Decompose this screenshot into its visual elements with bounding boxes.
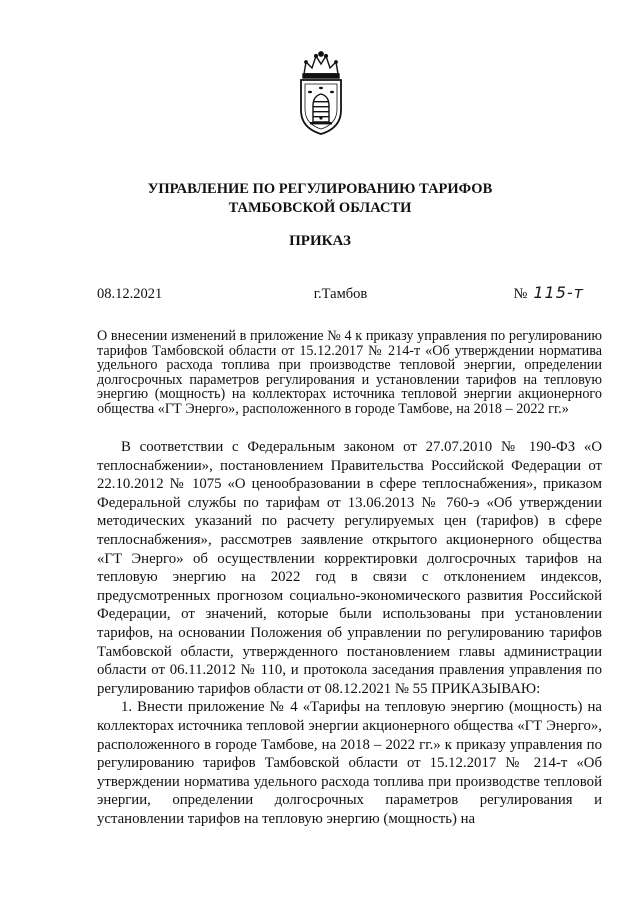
- document-city: г.Тамбов: [313, 286, 368, 302]
- document-number-label: №: [513, 286, 528, 302]
- document-number-handwritten: 115-т: [533, 283, 584, 302]
- organization-name-line2: ТАМБОВСКОЙ ОБЛАСТИ: [228, 200, 412, 216]
- document-date: 08.12.2021: [97, 286, 163, 302]
- document-subject: О внесении изменений в приложение № 4 к приказу управления по регулированию тарифов Тамбовской области от 15.12.2017 № 214-т «Об утверждении норматива удельного расхода топлива при производстве тепловой энергии, определении долгосрочных параметров регулирования и установлении тарифов на тепловую энергию (мощность) на коллекторах источника тепловой энергии акционерного общества «ГТ Энерго», расположенного в городе Тамбове, на 2018 – 2022 гг.»: [97, 328, 602, 417]
- document-number: [514, 283, 584, 303]
- document-type-title: ПРИКАЗ: [289, 233, 351, 249]
- organization-name: [0, 180, 640, 218]
- body-paragraph-preamble: В соответствии с Федеральным законом от 27.07.2010 № 190-ФЗ «О теплоснабжении», постановлением Правительства Российской Федерации от 22.10.2012 № 1075 «О ценообразовании в сфере теплоснабжения», приказом Федеральной службы по тарифам от 13.06.2013 № 760-э «Об утверждении методических указаний по расчету регулируемых цен (тарифов) в сфере теплоснабжения», рассмотрев заявление открытого акционерного общества «ГТ Энерго» об осуществлении корректировки долгосрочных тарифов на тепловую энергию на 2022 год в связи с отклонением индексов, предусмотренных прогнозом социально-экономического развития Российской Федерации, от значений, которые были использованы при установлении тарифов, на основании Положения об управлении по регулированию тарифов Тамбовской области, утвержденного постановлением главы администрации области от 06.11.2012 № 110, и протокола заседания правления управления по регулированию тарифов области от 08.12.2021 № 55 ПРИКАЗЫВАЮ:: [97, 439, 602, 697]
- organization-name-line1: УПРАВЛЕНИЕ ПО РЕГУЛИРОВАНИЮ ТАРИФОВ: [147, 181, 493, 197]
- tambov-coat-of-arms-icon: [296, 50, 346, 136]
- document-body: [97, 438, 602, 828]
- document-meta-row: [97, 283, 584, 306]
- body-paragraph-item-1: 1. Внести приложение № 4 «Тарифы на тепловую энергию (мощность) на коллекторах источника тепловой энергии акционерного общества «ГТ Энерго», расположенного в городе Тамбове, на 2018 – 2022 гг.» к приказу управления по регулированию тарифов Тамбовской области от 15.12.2017 № 214-т «Об утверждении норматива удельного расхода топлива при производстве тепловой энергии, определении долгосрочных параметров регулирования и установлении тарифов на тепловую энергию (мощность) на: [97, 699, 602, 827]
